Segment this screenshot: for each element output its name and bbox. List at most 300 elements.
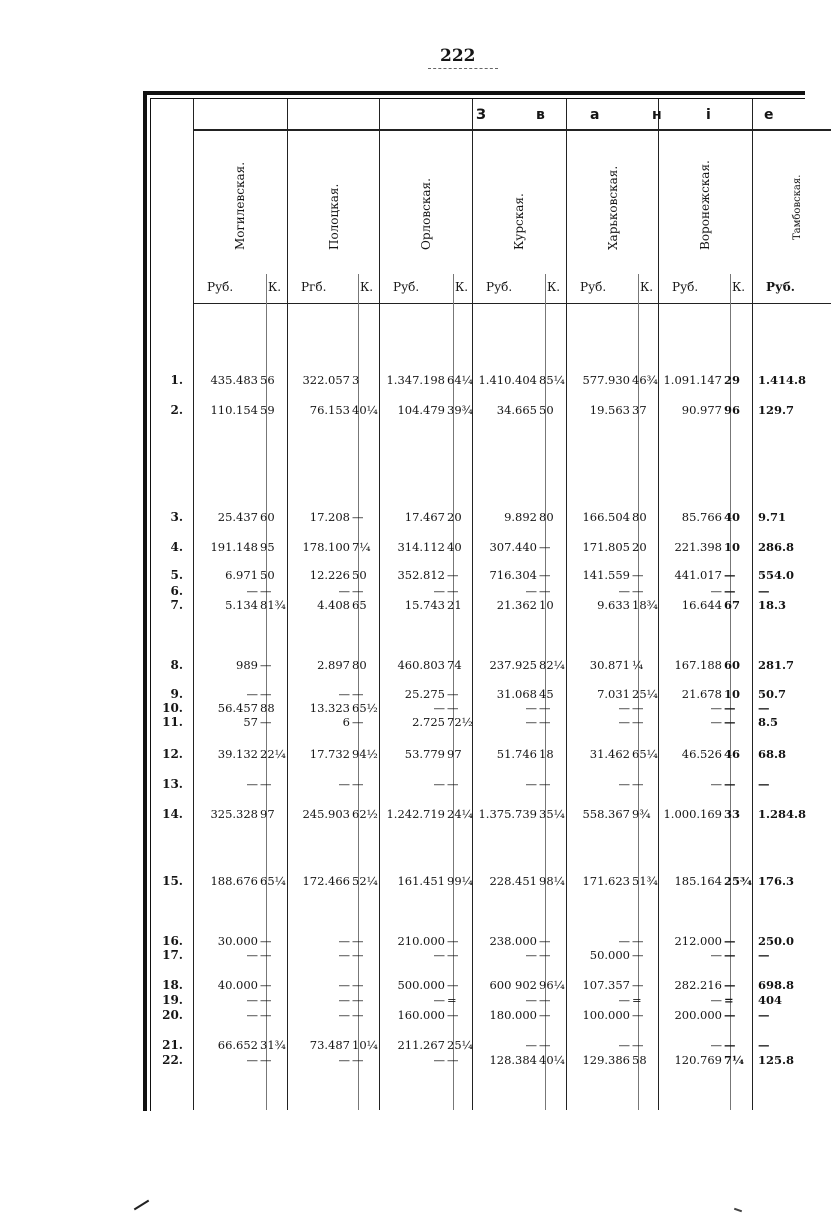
cell-kopeks: —	[352, 934, 364, 948]
cell-kopeks: —	[724, 584, 736, 598]
cell-rubles: 76.153	[309, 403, 350, 417]
cell-kopeks: 52¼	[352, 874, 378, 888]
cell-rubles: —	[433, 777, 445, 791]
cell-rubles: 8.5	[758, 715, 779, 729]
cell-rubles: —	[246, 777, 258, 791]
cell-kopeks: 37	[632, 403, 647, 417]
cell-kopeks: —	[352, 715, 364, 729]
row-number: 3.	[170, 510, 183, 524]
cell-kopeks: 96	[724, 403, 741, 417]
page-number: 222	[440, 46, 476, 66]
cell-rubles: 577.930	[582, 373, 630, 387]
cell-kopeks: —	[352, 978, 364, 992]
cell-rubles: 40.000	[217, 978, 258, 992]
cell-rubles: 107.357	[582, 978, 630, 992]
cell-kopeks: 10¼	[352, 1038, 378, 1052]
cell-rubles: 125.8	[758, 1053, 795, 1067]
unit-rub: Руб.	[580, 280, 607, 294]
cell-rubles: 698.8	[758, 978, 795, 992]
cell-rubles: 39.132	[217, 747, 258, 761]
cell-kopeks: 35¼	[539, 807, 565, 821]
cell-kopeks: 10	[724, 687, 741, 701]
cell-kopeks: 50	[352, 568, 367, 582]
cell-kopeks: 59	[260, 403, 275, 417]
column-divider	[752, 99, 753, 1110]
cell-rubles: —	[758, 701, 770, 715]
cell-rubles: —	[338, 978, 350, 992]
cell-kopeks: 45	[539, 687, 554, 701]
cell-rubles: —	[758, 584, 770, 598]
cell-kopeks: 25¼	[632, 687, 658, 701]
cell-kopeks: 7¼	[724, 1053, 744, 1067]
cell-rubles: 1.375.739	[478, 807, 537, 821]
column-divider	[379, 99, 380, 1110]
cell-kopeks: 10	[724, 540, 741, 554]
cell-rubles: —	[338, 948, 350, 962]
cell-kopeks: 51¾	[632, 874, 658, 888]
cell-kopeks: 40¼	[352, 403, 378, 417]
cell-rubles: —	[618, 934, 630, 948]
cell-rubles: 50.000	[589, 948, 630, 962]
cell-kopeks: —	[632, 568, 644, 582]
unit-rub: Руб.	[486, 280, 513, 294]
cell-rubles: 100.000	[582, 1008, 630, 1022]
row-number: 13.	[162, 777, 183, 791]
unit-rub: Ргб.	[301, 280, 327, 294]
cell-rubles: —	[338, 687, 350, 701]
cell-rubles: 1.347.198	[386, 373, 445, 387]
cell-kopeks: 18¾	[632, 598, 658, 612]
cell-rubles: 56.457	[217, 701, 258, 715]
cell-kopeks: 65¼	[260, 874, 286, 888]
cell-rubles: 228.451	[489, 874, 537, 888]
cell-kopeks: —	[447, 701, 459, 715]
cell-kopeks: —	[447, 934, 459, 948]
cell-rubles: —	[246, 584, 258, 598]
cell-kopeks: —	[539, 701, 551, 715]
row-number: 12.	[162, 747, 183, 761]
cell-rubles: —	[525, 1038, 537, 1052]
cell-kopeks: 18	[539, 747, 554, 761]
cell-rubles: 85.766	[681, 510, 722, 524]
cell-kopeks: 80	[632, 510, 647, 524]
cell-rubles: 6.971	[225, 568, 258, 582]
cell-rubles: 441.017	[674, 568, 722, 582]
cell-kopeks: —	[632, 777, 644, 791]
cell-kopeks: 9¾	[632, 807, 651, 821]
cell-kopeks: =	[724, 993, 734, 1007]
cell-rubles: 2.725	[412, 715, 445, 729]
cell-kopeks: 3	[352, 373, 360, 387]
cell-kopeks: 99¼	[447, 874, 473, 888]
cell-rubles: 200.000	[674, 1008, 722, 1022]
cell-kopeks: 67	[724, 598, 741, 612]
cell-kopeks: —	[539, 1038, 551, 1052]
cell-kopeks: 50	[260, 568, 275, 582]
cell-rubles: 161.451	[397, 874, 445, 888]
cell-kopeks: 40¼	[539, 1053, 565, 1067]
row-number: 4.	[170, 540, 183, 554]
cell-rubles: 110.154	[210, 403, 258, 417]
cell-kopeks: 31¾	[260, 1038, 286, 1052]
cell-kopeks: —	[352, 1008, 364, 1022]
cell-kopeks: 7¼	[352, 540, 371, 554]
cell-kopeks: 62½	[352, 807, 378, 821]
cell-rubles: 12.226	[309, 568, 350, 582]
unit-kop: К.	[268, 280, 282, 294]
cell-kopeks: —	[724, 948, 736, 962]
cell-kopeks: 88	[260, 701, 275, 715]
cell-rubles: 558.367	[582, 807, 630, 821]
cell-kopeks: 60	[724, 658, 741, 672]
row-number: 7.	[170, 598, 183, 612]
cell-rubles: 9.71	[758, 510, 787, 524]
cell-rubles: 31.462	[589, 747, 630, 761]
cell-rubles: 66.652	[217, 1038, 258, 1052]
unit-rub: Руб.	[207, 280, 234, 294]
cell-rubles: —	[710, 715, 722, 729]
cell-kopeks: 40	[447, 540, 462, 554]
cell-rubles: 404	[758, 993, 783, 1007]
cell-rubles: —	[525, 715, 537, 729]
cell-rubles: —	[618, 715, 630, 729]
column-divider	[566, 99, 567, 1110]
cell-rubles: 57	[243, 715, 258, 729]
cell-kopeks: 22¼	[260, 747, 286, 761]
cell-rubles: 250.0	[758, 934, 795, 948]
cell-kopeks: —	[724, 568, 736, 582]
cell-rubles: —	[618, 701, 630, 715]
cell-kopeks: —	[352, 993, 364, 1007]
column-header: Харьковская.	[606, 165, 620, 250]
cell-rubles: 210.000	[397, 934, 445, 948]
cell-kopeks: =	[632, 993, 642, 1007]
cell-kopeks: —	[352, 584, 364, 598]
unit-rub: Руб.	[672, 280, 699, 294]
cell-kopeks: —	[539, 540, 551, 554]
cell-rubles: —	[618, 1038, 630, 1052]
cell-rubles: 171.623	[582, 874, 630, 888]
cell-rubles: —	[433, 701, 445, 715]
cell-kopeks: 94½	[352, 747, 378, 761]
column-divider	[287, 99, 288, 1110]
cell-kopeks: 46¾	[632, 373, 658, 387]
cell-rubles: 21.678	[681, 687, 722, 701]
cell-kopeks: —	[260, 1053, 272, 1067]
cell-rubles: 221.398	[674, 540, 722, 554]
cell-kopeks: —	[539, 715, 551, 729]
cell-rubles: —	[525, 701, 537, 715]
cell-kopeks: 24¼	[447, 807, 473, 821]
cell-rubles: —	[246, 948, 258, 962]
row-number: 6.	[170, 584, 183, 598]
page-number-rule	[428, 68, 498, 69]
cell-rubles: 30.871	[589, 658, 630, 672]
cell-rubles: 16.644	[681, 598, 722, 612]
column-header: Тамбовская.	[792, 174, 803, 240]
cell-rubles: 238.000	[489, 934, 537, 948]
cell-kopeks: —	[352, 687, 364, 701]
cell-rubles: 17.208	[309, 510, 350, 524]
unit-kop: К.	[732, 280, 746, 294]
cell-rubles: —	[525, 777, 537, 791]
cell-rubles: 1.242.719	[386, 807, 445, 821]
cell-rubles: 435.483	[210, 373, 258, 387]
cell-kopeks: —	[632, 978, 644, 992]
cell-kopeks: —	[352, 510, 364, 524]
cell-kopeks: —	[724, 701, 736, 715]
cell-rubles: 68.8	[758, 747, 787, 761]
cell-rubles: —	[338, 934, 350, 948]
cell-rubles: —	[710, 948, 722, 962]
cell-rubles: 15.743	[404, 598, 445, 612]
cell-kopeks: —	[260, 978, 272, 992]
cell-kopeks: 20	[632, 540, 647, 554]
cell-rubles: —	[246, 1008, 258, 1022]
cell-rubles: 129.7	[758, 403, 795, 417]
cell-rubles: —	[618, 993, 630, 1007]
cell-kopeks: 82¼	[539, 658, 565, 672]
cell-rubles: 600 902	[489, 978, 537, 992]
cell-kopeks: —	[539, 934, 551, 948]
cell-rubles: 237.925	[489, 658, 537, 672]
cell-rubles: 1.284.8	[758, 807, 807, 821]
cell-kopeks: 72½	[447, 715, 473, 729]
cell-rubles: —	[338, 1008, 350, 1022]
cell-rubles: 1.000.169	[663, 807, 722, 821]
cell-rubles: 1.414.8	[758, 373, 807, 387]
row-number: 9.	[170, 687, 183, 701]
cell-rubles: 2.897	[317, 658, 350, 672]
cell-kopeks: 29	[724, 373, 741, 387]
cell-rubles: 176.3	[758, 874, 795, 888]
cell-kopeks: —	[447, 584, 459, 598]
cell-rubles: —	[433, 948, 445, 962]
cell-rubles: —	[433, 993, 445, 1007]
cell-rubles: 17.732	[309, 747, 350, 761]
cell-kopeks: —	[632, 934, 644, 948]
cell-kopeks: 21	[447, 598, 462, 612]
cell-rubles: —	[618, 584, 630, 598]
table-frame-left	[143, 91, 147, 1111]
cell-rubles: 160.000	[397, 1008, 445, 1022]
cell-kopeks: 58	[632, 1053, 647, 1067]
cell-kopeks: —	[260, 934, 272, 948]
unit-rub: Руб.	[393, 280, 420, 294]
cell-kopeks: —	[260, 687, 272, 701]
cell-rubles: 1.410.404	[478, 373, 537, 387]
unit-kop: К.	[360, 280, 374, 294]
cell-rubles: —	[433, 584, 445, 598]
cell-kopeks: 10	[539, 598, 554, 612]
cell-kopeks: —	[447, 777, 459, 791]
cell-rubles: 178.100	[302, 540, 350, 554]
cell-rubles: 46.526	[681, 747, 722, 761]
row-number: 10.	[162, 701, 183, 715]
cell-kopeks: —	[260, 658, 272, 672]
cell-kopeks: —	[352, 777, 364, 791]
column-header: Орловская.	[419, 178, 433, 250]
cell-rubles: 307.440	[489, 540, 537, 554]
cell-kopeks: —	[260, 948, 272, 962]
cell-rubles: 212.000	[674, 934, 722, 948]
cell-kopeks: —	[539, 948, 551, 962]
cell-kopeks: —	[632, 1008, 644, 1022]
cell-rubles: —	[758, 948, 770, 962]
row-number: 19.	[162, 993, 183, 1007]
cell-rubles: 30.000	[217, 934, 258, 948]
cell-kopeks: —	[352, 948, 364, 962]
cell-kopeks: —	[632, 584, 644, 598]
table-frame-top	[143, 91, 805, 95]
row-number: 20.	[162, 1008, 183, 1022]
cell-kopeks: —	[539, 1008, 551, 1022]
row-number: 22.	[162, 1053, 183, 1067]
cell-rubles: 104.479	[397, 403, 445, 417]
cell-rubles: 180.000	[489, 1008, 537, 1022]
cell-kopeks: 60	[260, 510, 275, 524]
cell-kopeks: 20	[447, 510, 462, 524]
row-number: 15.	[162, 874, 183, 888]
table-title-letter: н	[652, 107, 662, 123]
cell-kopeks: 98¼	[539, 874, 565, 888]
cell-kopeks: 97	[260, 807, 275, 821]
title-row-rule	[193, 130, 831, 131]
cell-rubles: 1.091.147	[663, 373, 722, 387]
cell-rubles: 325.328	[210, 807, 258, 821]
cell-rubles: 21.362	[496, 598, 537, 612]
cell-kopeks: —	[447, 978, 459, 992]
cell-rubles: 322.057	[302, 373, 350, 387]
cell-kopeks: 80	[352, 658, 367, 672]
row-number: 8.	[170, 658, 183, 672]
cell-rubles: 129.386	[582, 1053, 630, 1067]
cell-kopeks: —	[724, 777, 736, 791]
cell-rubles: 211.267	[397, 1038, 445, 1052]
cell-rubles: —	[338, 584, 350, 598]
row-number: 5.	[170, 568, 183, 582]
cell-rubles: —	[246, 1053, 258, 1067]
cell-rubles: 185.164	[674, 874, 722, 888]
cell-rubles: —	[338, 777, 350, 791]
cell-rubles: 25.437	[217, 510, 258, 524]
unit-kop: К.	[547, 280, 561, 294]
table-frame-left-inner	[150, 98, 151, 1111]
cell-rubles: 167.188	[674, 658, 722, 672]
cell-kopeks: —	[447, 687, 459, 701]
row-number: 16.	[162, 934, 183, 948]
column-header: Курская.	[512, 193, 526, 250]
row-number: 11.	[162, 715, 183, 729]
column-divider	[658, 99, 659, 1110]
cell-kopeks: 80	[539, 510, 554, 524]
cell-rubles: 172.466	[302, 874, 350, 888]
cell-rubles: 120.769	[674, 1053, 722, 1067]
cell-rubles: —	[618, 777, 630, 791]
cell-kopeks: —	[447, 568, 459, 582]
cell-kopeks: 65¼	[632, 747, 658, 761]
cell-kopeks: —	[539, 584, 551, 598]
cell-rubles: —	[710, 1038, 722, 1052]
unit-kop: К.	[640, 280, 654, 294]
units-row-rule	[193, 303, 831, 304]
cell-rubles: 18.3	[758, 598, 787, 612]
cell-rubles: 25.275	[404, 687, 445, 701]
cell-kopeks: 65	[352, 598, 367, 612]
cell-rubles: 188.676	[210, 874, 258, 888]
cell-rubles: 9.633	[597, 598, 630, 612]
cell-rubles: —	[246, 687, 258, 701]
cell-kopeks: —	[352, 1053, 364, 1067]
table-frame-top-inner	[150, 98, 805, 99]
cell-rubles: 73.487	[309, 1038, 350, 1052]
cell-kopeks: —	[260, 777, 272, 791]
cell-kopeks: —	[260, 715, 272, 729]
cell-rubles: 282.216	[674, 978, 722, 992]
cell-rubles: 141.559	[582, 568, 630, 582]
row-number: 1.	[170, 373, 183, 387]
cell-rubles: —	[710, 584, 722, 598]
cell-rubles: 34.665	[496, 403, 537, 417]
row-number: 21.	[162, 1038, 183, 1052]
cell-rubles: 500.000	[397, 978, 445, 992]
row-number: 18.	[162, 978, 183, 992]
cell-kopeks: 46	[724, 747, 741, 761]
cell-kopeks: 25¾	[724, 874, 752, 888]
cell-kopeks: —	[539, 993, 551, 1007]
cell-kopeks: 85¼	[539, 373, 565, 387]
cell-rubles: 281.7	[758, 658, 795, 672]
cell-kopeks: 40	[724, 510, 741, 524]
table-title-letter: З	[476, 107, 486, 123]
cell-rubles: —	[246, 993, 258, 1007]
cell-kopeks: 56	[260, 373, 275, 387]
cell-rubles: 13.323	[309, 701, 350, 715]
cell-kopeks: ¼	[632, 658, 644, 672]
column-divider	[472, 99, 473, 1110]
cell-rubles: 90.977	[681, 403, 722, 417]
cell-kopeks: —	[632, 1038, 644, 1052]
cell-rubles: 171.805	[582, 540, 630, 554]
cell-kopeks: 64¼	[447, 373, 473, 387]
row-number: 2.	[170, 403, 183, 417]
cell-rubles: —	[758, 1038, 770, 1052]
cell-rubles: 51.746	[496, 747, 537, 761]
cell-kopeks: —	[260, 1008, 272, 1022]
table-title-letter: а	[590, 107, 600, 123]
cell-kopeks: —	[539, 568, 551, 582]
cell-rubles: 989	[236, 658, 258, 672]
cell-rubles: 554.0	[758, 568, 795, 582]
unit-rub: Руб.	[766, 280, 795, 294]
cell-kopeks: —	[724, 715, 736, 729]
cell-kopeks: —	[447, 1053, 459, 1067]
table-title-letter: і	[706, 107, 711, 123]
cell-rubles: 9.892	[504, 510, 537, 524]
row-number: 17.	[162, 948, 183, 962]
cell-rubles: 17.467	[404, 510, 445, 524]
cell-kopeks: —	[632, 948, 644, 962]
cell-kopeks: —	[724, 934, 736, 948]
cell-kopeks: 97	[447, 747, 462, 761]
cell-rubles: —	[710, 993, 722, 1007]
cell-kopeks: —	[260, 993, 272, 1007]
cell-rubles: —	[758, 1008, 770, 1022]
cell-rubles: 53.779	[404, 747, 445, 761]
cell-rubles: 716.304	[489, 568, 537, 582]
cell-kopeks: 25¼	[447, 1038, 473, 1052]
table-title-letter: е	[764, 107, 774, 123]
